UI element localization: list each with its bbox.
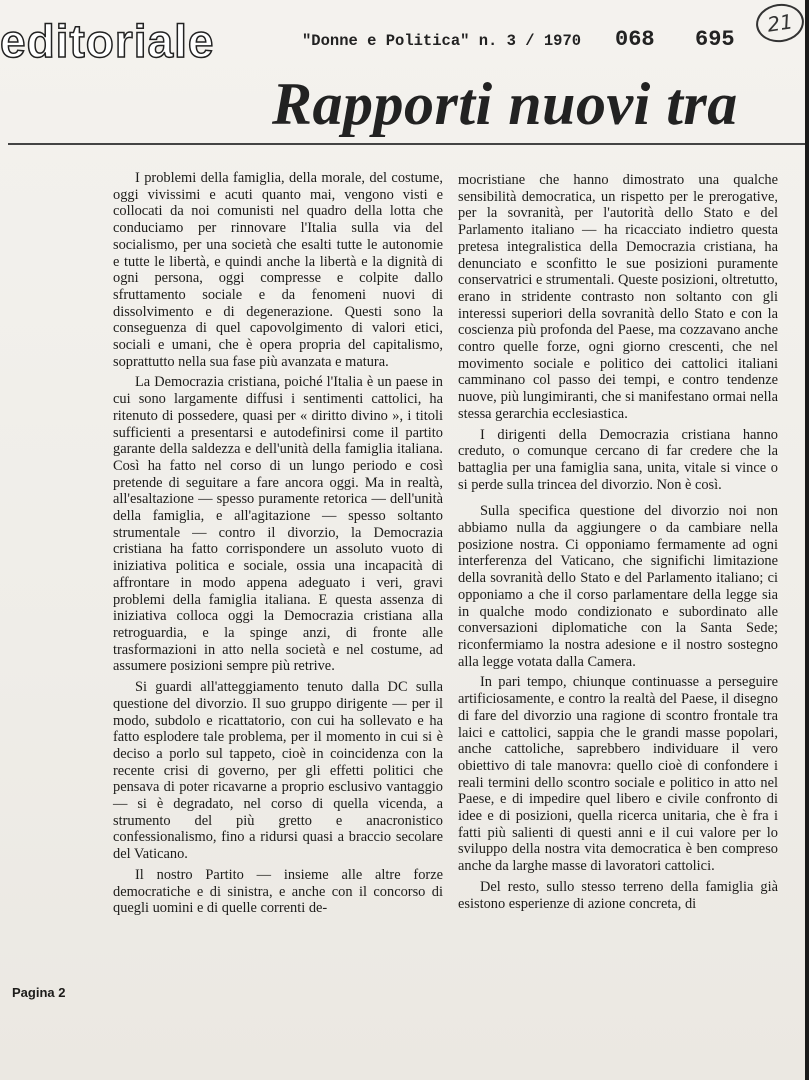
paragraph: I dirigenti della Democrazia cristiana hanno creduto, o comunque cercano di far credere che la battaglia per una famiglia sana, unita, vitale si vince o si perde sulla trincea del divorzio. Non è così. bbox=[458, 426, 778, 493]
masthead-logo: editoriale bbox=[0, 15, 215, 67]
paragraph: I problemi della famiglia, della morale, del costume, oggi vivissimi e acuti quanto mai, vengono visti e collocati da noi comunisti nel quadro della lotta che conduciamo per rinnovare l'Italia sulla via del socialismo, per una società che esalti tutte le autonomie e tutte le libertà, e quindi anche la libertà e la dignità di ogni persona, oggi compresse e colpite dallo sfruttamento sociale e da fenomeni nuovi di dissolvimento e di degenerazione. Questi sono la conseguenza di quel capovolgimento di valori etici, sociali e umani, che è opera propria del capitalismo, soprattutto nella sua fase più avanzata e matura. bbox=[113, 170, 443, 370]
source-citation: "Donne e Politica" n. 3 / 1970 bbox=[302, 32, 582, 50]
archive-number-a: 068 bbox=[615, 27, 655, 52]
right-column bbox=[458, 172, 778, 912]
article-headline: Rapporti nuovi tra bbox=[272, 71, 738, 137]
left-column bbox=[113, 170, 443, 917]
paragraph: Si guardi all'atteggiamento tenuto dalla DC sulla questione del divorzio. Il suo gruppo dirigente — per il modo, subdolo e ricattatorio, con cui ha sollevato e ha fatto esplodere tale problema, per il momento in cui si è deciso a porlo sul tappeto, cioè in coincidenza con la recente crisi di governo, per gli effetti politici che pensava di poter ricavarne a proprio esclusivo vantaggio — si è degradato, nel corso di quella vicenda, a strumento del più gretto e anacronistico confessionalismo, fino a ridursi quasi a braccio secolare del Vaticano. bbox=[113, 679, 443, 863]
handwritten-circled-number: 21 bbox=[754, 1, 807, 45]
paragraph: Del resto, sullo stesso terreno della famiglia già esistono esperienze di azione concreta, di bbox=[458, 878, 778, 912]
paragraph: In pari tempo, chiunque continuasse a perseguire artificiosamente, e contro la realtà del Paese, il disegno di fare del divorzio una ragione di scontro frontale tra laici e cattolici, sappia che le grandi masse popolari, anche cattoliche, saprebbero individuare il vero obiettivo di tale manovra: quello cioè di confondere i reali termini dello scontro sociale e politico in atto nel Paese, e di impedire quel libero e civile confronto di idee e di posizioni, quella ricerca unitaria, che è fra i fatti più salienti di questi anni e il cui valore per lo sviluppo della nostra vita democratica è ben compreso anche da larghe masse di lavoratori cattolici. bbox=[458, 674, 778, 875]
scan-edge bbox=[805, 0, 809, 1080]
paragraph: Il nostro Partito — insieme alle altre forze democratiche e di sinistra, e anche con il concorso di quegli uomini e di quelle correnti de- bbox=[113, 866, 443, 917]
paragraph: Sulla specifica questione del divorzio noi non abbiamo nulla da aggiungere o da cambiare nella posizione nostra. Ci opponiamo fermamente ad ogni interferenza del Vaticano, che significhi limitazione della sovranità dello Stato e del Parlamento italiano; ci opponiamo a che il corso parlamentare della legge sia in qualche modo condizionato e subordinato alle conversazioni diplomatiche con la Santa Sede; riconfermiamo la nostra adesione e il nostro sostegno alla legge votata dalla Camera. bbox=[458, 503, 778, 670]
archive-number-b: 695 bbox=[695, 27, 735, 52]
masthead-crop bbox=[0, 0, 240, 12]
paragraph: La Democrazia cristiana, poiché l'Italia è un paese in cui sono largamente diffusi i sentimenti cattolici, ha ritenuto di possedere, quasi per « diritto divino », i titoli sufficienti a presentarsi e autodefinirsi come il partito garante della saldezza e dell'unità della famiglia italiana. Così ha fatto nel corso di un lungo periodo e così pretende di seguitare a fare ancora oggi. Ma in realtà, all'esaltazione — spesso puramente retorica — dell'unità della famiglia, e all'agitazione — spesso soltanto strumentale — contro il divorzio, la Democrazia cristiana ha fatto corrispondere un assoluto vuoto di iniziativa politica e sociale, ossia una incapacità di affrontare in modo appena adeguato i veri, gravi problemi della famiglia italiana. E questa assenza di iniziativa colloca oggi la Democrazia cristiana alla retroguardia, e la spinge anzi, di fronte alle trasformazioni in atto nella società e nel costume, ad assumere posizioni sempre più retrive. bbox=[113, 374, 443, 675]
paragraph: mocristiane che hanno dimostrato una qualche sensibilità democratica, un rispetto per le prerogative, per la sovranità, per l'autorità dello Stato e del Parlamento italiano — ha ricacciato indietro questa pretesa integralistica della Democrazia cristiana, ha denunciato e sconfitto le sue posizioni puramente conservatrici e strumentali. Queste posizioni, oltretutto, erano in stridente contrasto non soltanto con gli interessi superiori della sovranità dello Stato e con la coscienza più profonda del Paese, ma cozzavano anche contro quelle forze, ogni giorno crescenti, che nel movimento sociale e politico dei cattolici italiani camminano col passo dei tempi, e contro tendenze nuove, più lungimiranti, che si manifestano ormai nella stessa gerarchia ecclesiastica. bbox=[458, 172, 778, 422]
headline-divider bbox=[8, 143, 809, 145]
page-label: Pagina 2 bbox=[12, 985, 66, 1000]
